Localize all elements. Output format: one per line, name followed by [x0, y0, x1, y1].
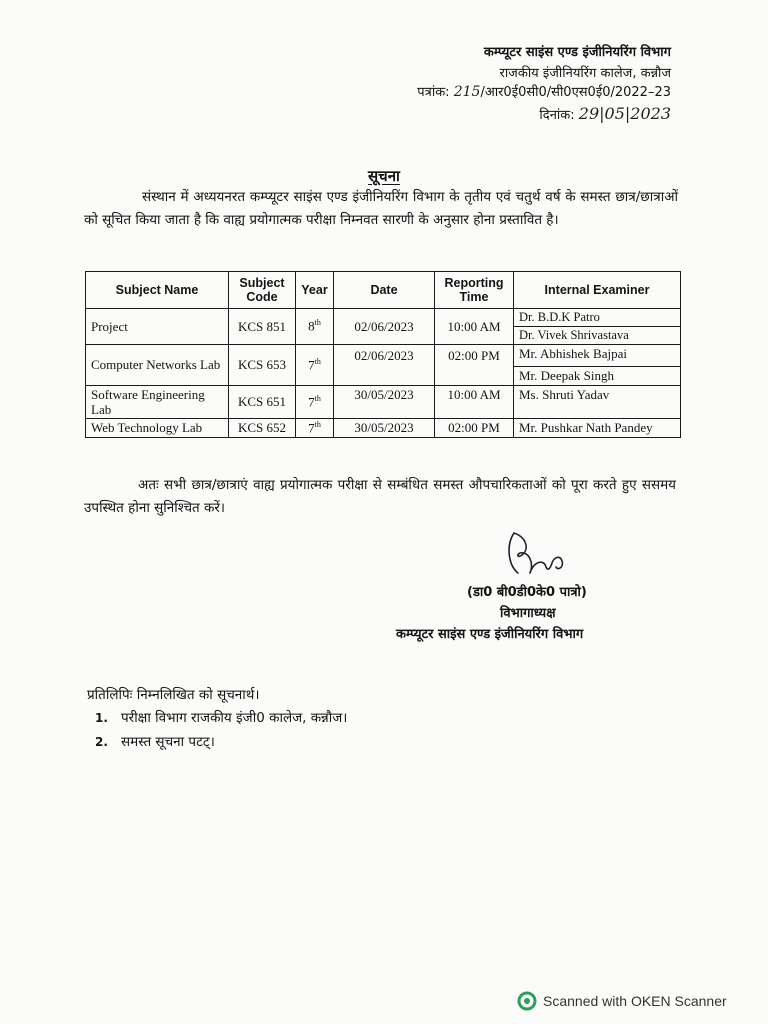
table-row	[86, 345, 681, 367]
signatory-department: कम्प्यूटर साइंस एण्ड इंजीनियरिंग विभाग	[396, 627, 584, 642]
code-cell: KCS 652	[229, 419, 296, 438]
table-row	[86, 309, 681, 327]
col-date: Date	[334, 272, 435, 309]
notice-body: संस्थान में अध्ययनरत कम्प्यूटर साइंस एण्ड इंजीनियरिंग विभाग के तृतीय एवं चतुर्थ वर्ष के समस्त छात्र/छात्राओं को सूचित किया जाता है कि वाह्य प्रयोगात्मक परीक्षा निम्नवत सारणी के अनुसार होना प्रस्तावित है।	[84, 189, 678, 228]
col-subject-code: Subject Code	[229, 272, 296, 309]
ref-number-handwritten: 215	[453, 84, 481, 100]
examiner-cell: Mr. Pushkar Nath Pandey	[514, 419, 681, 438]
subject-cell: Project	[86, 309, 229, 345]
notice-closing: अतः सभी छात्र/छात्राएं वाह्य प्रयोगात्मक परीक्षा से सम्बंधित समस्त औपचारिकताओं को पूरा करते हुए ससमय उपस्थित होना सुनिश्चित करें।	[84, 477, 676, 516]
subject-cell: Web Technology Lab	[86, 419, 229, 438]
table-header-row	[86, 272, 681, 309]
reference-line	[417, 82, 671, 100]
department-heading: कम्प्यूटर साइंस एण्ड इंजीनियरिंग विभाग	[483, 45, 671, 60]
time-cell: 10:00 AM	[435, 309, 514, 345]
time-cell: 10:00 AM	[435, 386, 514, 419]
year-cell: 7th	[296, 419, 334, 438]
subject-cell: Software Engineering Lab	[86, 386, 229, 419]
date-cell: 30/05/2023	[334, 419, 435, 438]
copy-to-label: प्रतिलिपिः निम्नलिखित को सूचनार्थ।	[87, 687, 260, 703]
year-cell: 7th	[296, 345, 334, 386]
watermark-text: Scanned with OKEN Scanner	[543, 993, 727, 1010]
date-cell: 02/06/2023	[334, 345, 435, 386]
date-label: दिनांक:	[539, 108, 575, 123]
college-name: राजकीय इंजीनियरिंग कालेज, कन्नौज	[499, 66, 671, 81]
year-cell: 8th	[296, 309, 334, 345]
table-row	[86, 419, 681, 438]
subject-cell: Computer Networks Lab	[86, 345, 229, 386]
oken-scanner-logo-icon	[517, 991, 537, 1014]
time-cell: 02:00 PM	[435, 345, 514, 386]
ref-label: पत्रांक:	[417, 85, 450, 100]
time-cell: 02:00 PM	[435, 419, 514, 438]
table-row	[86, 386, 681, 419]
examiner-cell: Dr. B.D.K Patro	[514, 309, 681, 327]
list-item-number: 2.	[95, 735, 108, 749]
code-cell: KCS 651	[229, 386, 296, 419]
code-cell: KCS 851	[229, 309, 296, 345]
list-item-text: परीक्षा विभाग राजकीय इंजी0 कालेज, कन्नौज।	[121, 710, 348, 726]
ref-suffix: /आर0ई0सी0/सी0एस0ई0/2022–23	[480, 85, 671, 100]
col-internal-examiner: Internal Examiner	[514, 272, 681, 309]
col-year: Year	[296, 272, 334, 309]
list-item	[95, 708, 347, 726]
year-cell: 7th	[296, 386, 334, 419]
list-item-text: समस्त सूचना पटट्।	[121, 734, 215, 750]
col-subject-name: Subject Name	[86, 272, 229, 309]
notice-title: सूचना	[368, 167, 400, 185]
signatory-designation: विभागाध्यक्ष	[500, 606, 556, 621]
signatory-name: (डा0 बी0डी0के0 पात्रो)	[467, 585, 587, 600]
examiner-cell: Mr. Deepak Singh	[514, 367, 681, 386]
scanner-watermark	[517, 991, 727, 1014]
signature-graphic	[500, 525, 580, 585]
date-line	[539, 104, 671, 123]
examiner-cell: Ms. Shruti Yadav	[514, 386, 681, 419]
list-item	[95, 732, 215, 750]
col-reporting-time: Reporting Time	[435, 272, 514, 309]
code-cell: KCS 653	[229, 345, 296, 386]
date-handwritten: 29|05|2023	[578, 104, 671, 123]
list-item-number: 1.	[95, 711, 108, 725]
date-cell: 02/06/2023	[334, 309, 435, 345]
exam-schedule-table	[85, 271, 681, 438]
examiner-cell: Dr. Vivek Shrivastava	[514, 327, 681, 345]
examiner-cell: Mr. Abhishek Bajpai	[514, 345, 681, 367]
date-cell: 30/05/2023	[334, 386, 435, 419]
